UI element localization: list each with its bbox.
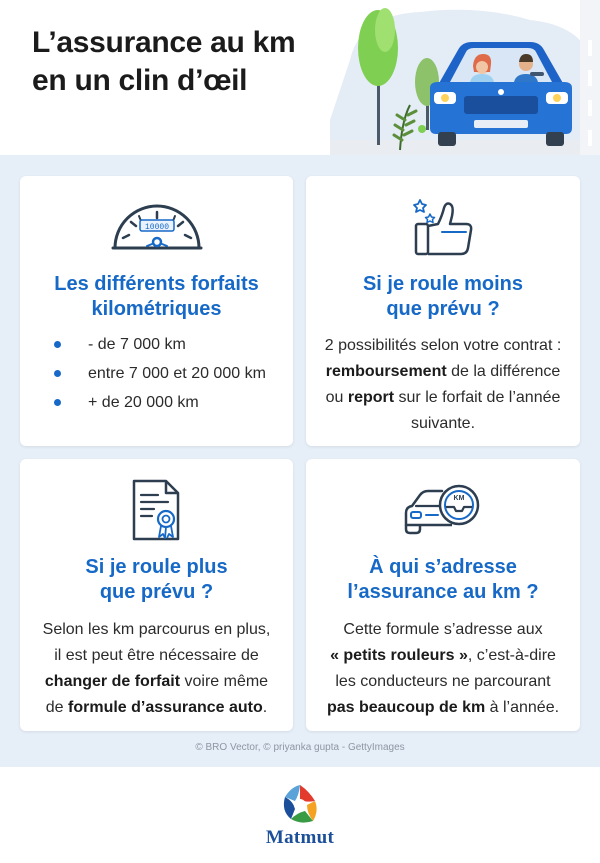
speedometer-icon <box>109 200 205 252</box>
list-item: + de 20 000 km <box>54 388 266 417</box>
card-title: Si je roule moins que prévu ? <box>362 273 524 320</box>
card-title: Si je roule plus que prévu ? <box>85 556 228 603</box>
card-text: Cette formule s’adresse aux « petits rouleurs », c’est-à-dire les conducteurs ne parcourant pas beaucoup de km à l’année. <box>326 621 560 716</box>
bullet-icon <box>54 341 61 348</box>
odometer-value: 10000 <box>144 223 169 232</box>
card-title: À qui s’adresse l’assurance au km ? <box>347 556 539 603</box>
card-text: 2 possibilités selon votre contrat : remboursement de la différence ou report sur le forfait de l’année suivante. <box>324 337 562 432</box>
main-area <box>0 155 600 767</box>
certificate-icon <box>128 477 186 543</box>
page-title <box>32 24 295 100</box>
bullet-icon <box>54 370 61 377</box>
forfaits-list <box>54 330 266 417</box>
list-item: - de 7 000 km <box>54 330 266 359</box>
footer <box>0 767 600 863</box>
thumbs-up-icon <box>408 194 478 258</box>
image-credit: © BRO Vector, © priyanka gupta - GettyImages <box>195 742 405 753</box>
bullet-icon <box>54 399 61 406</box>
card-title: Les différents forfaits kilométriques <box>54 273 259 320</box>
matmut-logo-icon <box>279 783 321 825</box>
brand-name: Matmut <box>265 827 335 848</box>
card-moins-que-prevu <box>306 176 580 446</box>
card-a-qui-s-adresse <box>306 459 580 731</box>
card-forfaits <box>20 176 293 446</box>
card-text: Selon les km parcourus en plus, il est peut être nécessaire de changer de forfait voire même de formule d’assurance auto. <box>42 621 271 716</box>
title-line-2: en un clin d’œil <box>32 64 248 97</box>
km-badge: KM <box>453 495 465 502</box>
header <box>0 0 600 155</box>
card-plus-que-prevu <box>20 459 293 731</box>
car-illustration <box>330 0 600 155</box>
car-steering-icon <box>402 481 484 539</box>
title-line-1: L’assurance au km <box>32 26 296 59</box>
list-item: entre 7 000 et 20 000 km <box>54 359 266 388</box>
